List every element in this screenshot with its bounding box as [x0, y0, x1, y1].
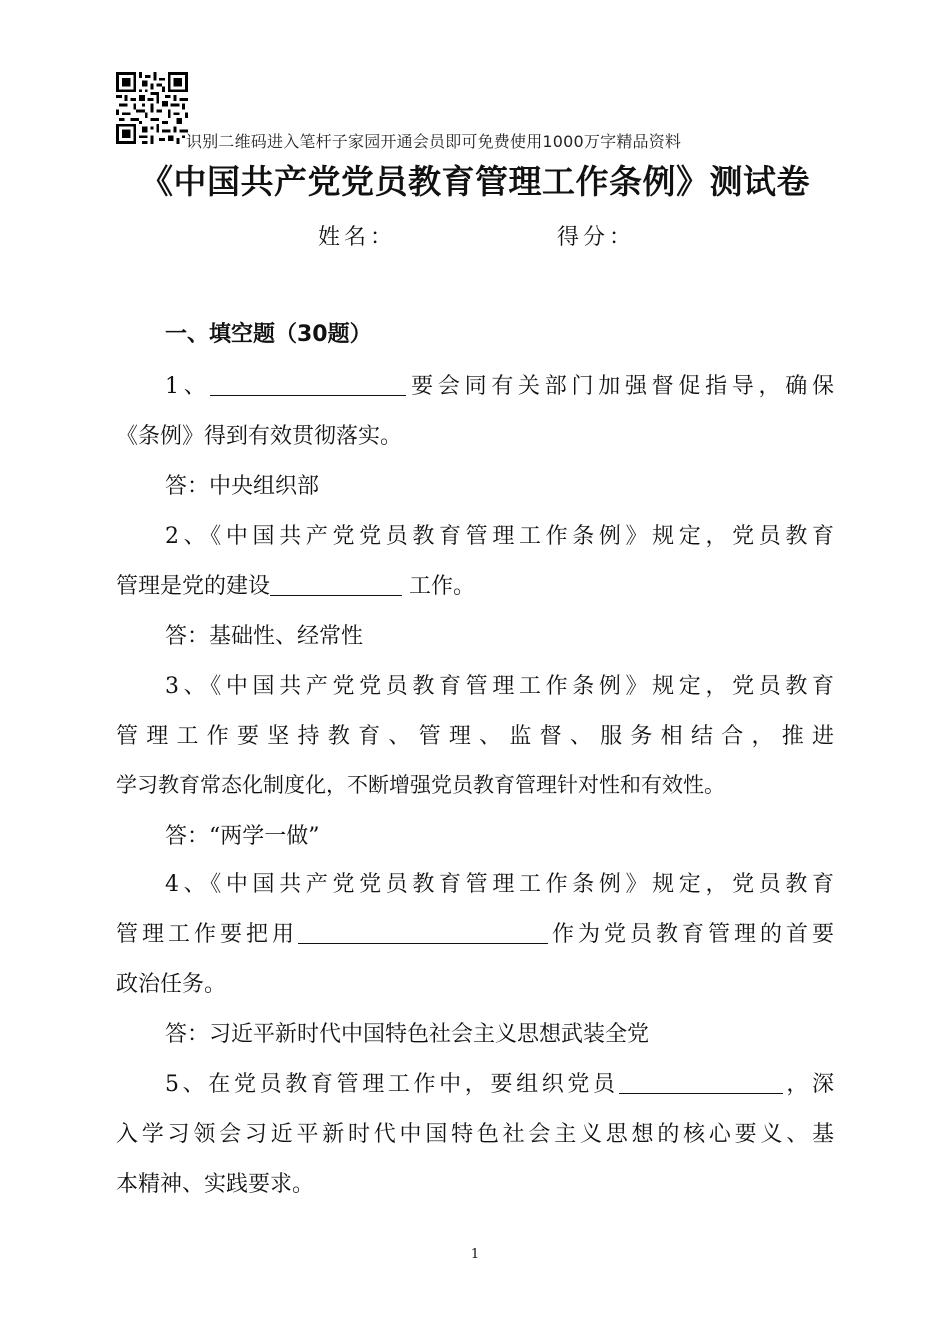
answer-blank — [298, 921, 548, 944]
page-number: 1 — [470, 1247, 480, 1262]
score-label: 得分： — [557, 225, 636, 250]
question-3-line-3: 学习教育常态化制度化，不断增强党员教育管理针对性和有效性。 — [116, 773, 725, 797]
answer-2: 答：基础性、经常性 — [165, 624, 364, 649]
question-1-line-1: 1、 要会同有关部门加强督促指导，确保 — [165, 374, 834, 399]
qr-caption: 识别二维码进入笔杆子家园开通会员即可免费使用1000万字精品资料 — [186, 132, 682, 151]
question-4-line-1: 4、《中国共产党党员教育管理工作条例》规定，党员教育 — [165, 872, 834, 897]
question-3-line-2: 管理工作要坚持教育、管理、监督、服务相结合，推进 — [116, 724, 834, 749]
answer-blank — [210, 373, 406, 396]
section-heading: 一、填空题（30题） — [165, 322, 372, 347]
question-5-line-1: 5、在党员教育管理工作中，要组织党员 ，深 — [165, 1072, 834, 1097]
page-title: 《中国共产党党员教育管理工作条例》测试卷 — [140, 162, 810, 201]
question-3-line-1: 3、《中国共产党党员教育管理工作条例》规定，党员教育 — [165, 674, 834, 699]
question-2-line-2: 管理是党的建设 工作。 — [116, 574, 476, 599]
answer-blank — [619, 1071, 783, 1094]
question-4-line-2: 管理工作要把用 作为党员教育管理的首要 — [116, 922, 834, 947]
name-label: 姓名： — [318, 225, 397, 250]
answer-blank — [270, 573, 402, 596]
answer-1: 答：中央组织部 — [165, 474, 320, 499]
question-1-line-2: 《条例》得到有效贯彻落实。 — [116, 424, 403, 449]
question-4-line-3: 政治任务。 — [116, 972, 227, 997]
answer-3: 答：“两学一做” — [165, 824, 320, 849]
answer-4: 答：习近平新时代中国特色社会主义思想武装全党 — [165, 1022, 650, 1047]
question-5-line-3: 本精神、实践要求。 — [116, 1172, 315, 1197]
qr-code-icon — [116, 72, 188, 144]
question-2-line-1: 2、《中国共产党党员教育管理工作条例》规定，党员教育 — [165, 524, 834, 549]
question-5-line-2: 入学习领会习近平新时代中国特色社会主义思想的核心要义、基 — [116, 1122, 834, 1147]
